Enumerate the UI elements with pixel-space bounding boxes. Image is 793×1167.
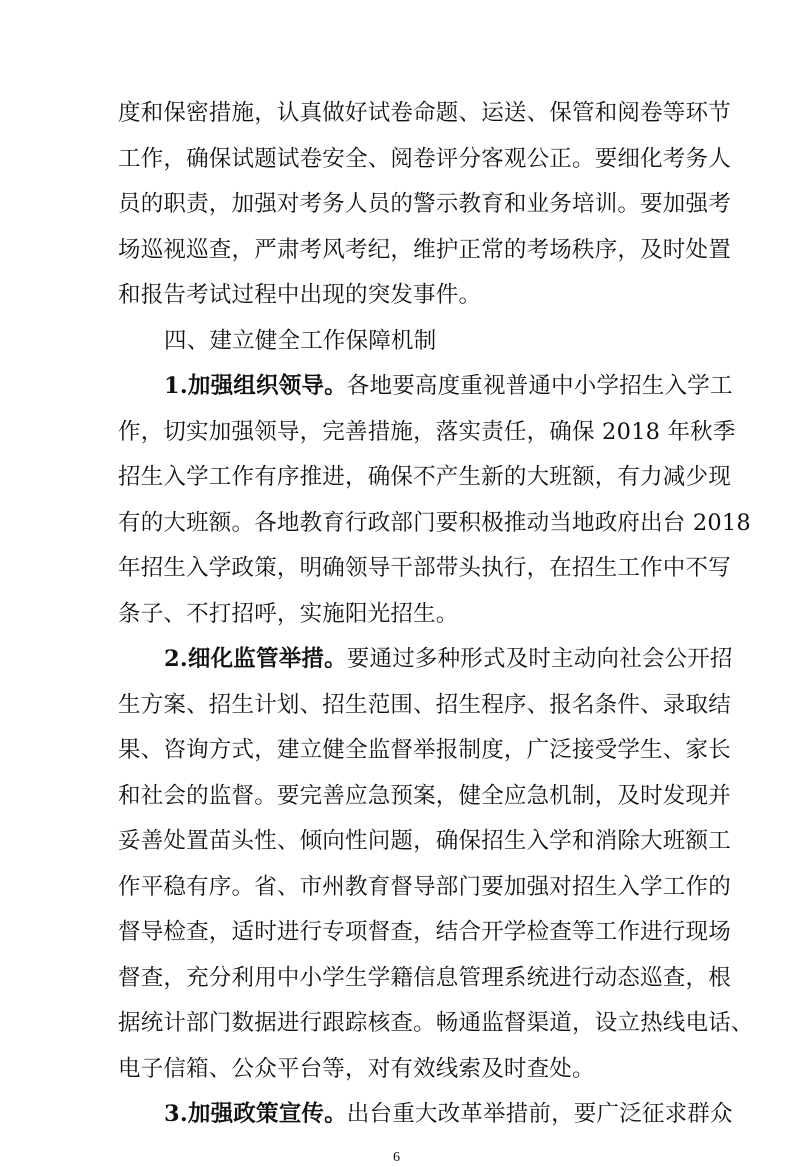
paragraph-line: 年招生入学政策，明确领导干部带头执行，在招生工作中不写: [118, 555, 731, 581]
paragraph-line: 作，切实加强领导，完善措施，落实责任，确保 2018 年秋季: [118, 418, 736, 445]
paragraph-line: 招生入学工作有序推进，确保不产生新的大班额，有力减少现: [118, 464, 731, 490]
paragraph-line: 和报告考试过程中出现的突发事件。: [118, 282, 482, 308]
paragraph-line: 生方案、招生计划、招生范围、招生程序、报名条件、录取结: [118, 691, 731, 718]
subsection-title: 2.细化监管举措。: [164, 646, 347, 672]
paragraph-line: 度和保密措施，认真做好试卷命题、运送、保管和阅卷等环节: [118, 100, 731, 126]
paragraph-line: 有的大班额。各地教育行政部门要积极推动当地政府出台 2018: [118, 509, 751, 536]
subsection-first-line: [164, 371, 733, 401]
paragraph-line: 员的职责，加强对考务人员的警示教育和业务培训。要加强考: [118, 191, 731, 217]
subsection-title: 1.加强组织领导。: [164, 373, 347, 399]
paragraph-line: 督查，充分利用中小学生学籍信息管理系统进行动态巡查，根: [118, 964, 731, 991]
section-heading: 四、建立健全工作保障机制: [164, 327, 437, 354]
paragraph-line: 电子信箱、公众平台等，对有效线索及时查处。: [118, 1055, 595, 1082]
subsection-first-line: [164, 644, 733, 674]
paragraph-line: 果、咨询方式，建立健全监督举报制度，广泛接受学生、家长: [118, 737, 731, 763]
paragraph-line: 据统计部门数据进行跟踪核查。畅通监督渠道，设立热线电话、: [118, 1010, 754, 1036]
paragraph-text: 各地要高度重视普通中小学招生入学工: [346, 373, 733, 399]
page-number: 6: [393, 1149, 400, 1165]
paragraph-line: 条子、不打招呼，实施阳光招生。: [118, 600, 459, 627]
subsection-title: 3.加强政策宣传。: [164, 1101, 347, 1127]
paragraph-text: 要通过多种形式及时主动向社会公开招: [346, 646, 733, 672]
paragraph-line: 工作，确保试题试卷安全、阅卷评分客观公正。要细化考务人: [118, 145, 731, 172]
subsection-first-line: [164, 1099, 733, 1129]
paragraph-line: 督导检查，适时进行专项督查，结合开学检查等工作进行现场: [118, 919, 731, 945]
paragraph-line: 和社会的监督。要完善应急预案，健全应急机制，及时发现并: [118, 782, 731, 809]
paragraph-line: 场巡视巡查，严肃考风考纪，维护正常的考场秩序，及时处置: [118, 236, 731, 263]
paragraph-line: 作平稳有序。省、市州教育督导部门要加强对招生入学工作的: [118, 873, 731, 900]
paragraph-line: 妥善处置苗头性、倾向性问题，确保招生入学和消除大班额工: [118, 828, 731, 854]
paragraph-text: 出台重大改革举措前，要广泛征求群众: [346, 1101, 733, 1127]
